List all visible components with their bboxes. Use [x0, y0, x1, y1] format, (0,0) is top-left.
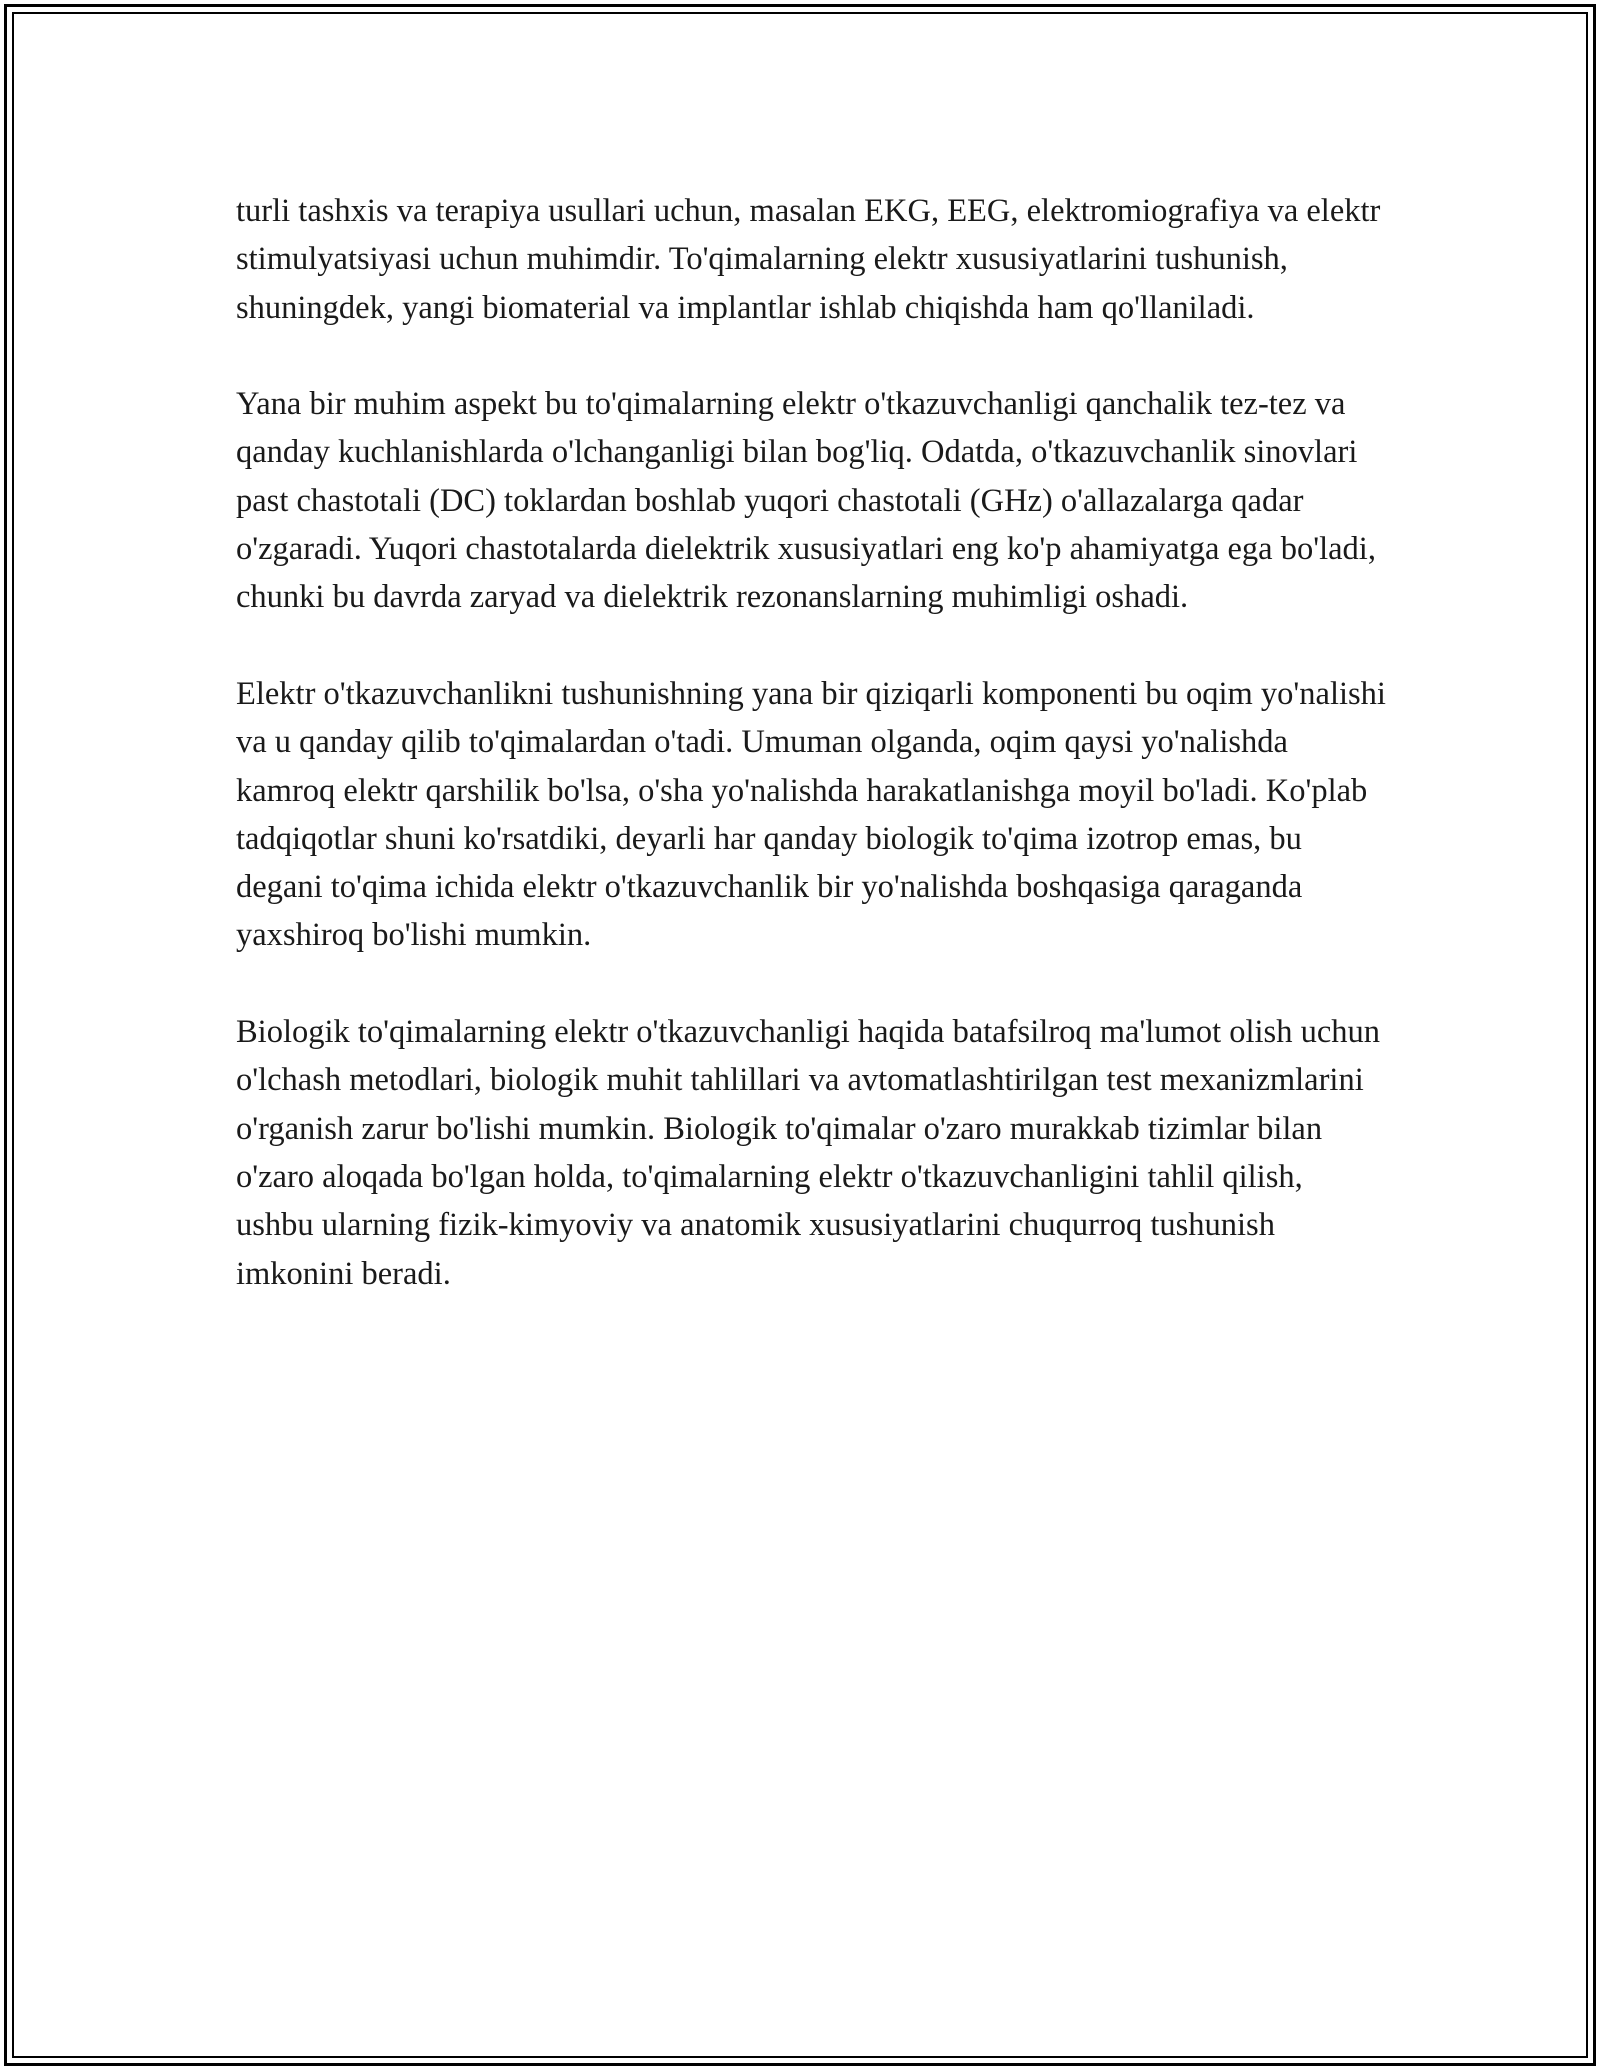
paragraph-3: Elektr o'tkazuvchanlikni tushunishning yana bir qiziqarli komponenti bu oqim yo'nalishi va u qanday qilib to'qimalardan o'tadi. Umuman olganda, oqim qaysi yo'nalishda kamroq elektr qarshilik bo'lsa, o'sha yo'nalishda harakatlanishga moyil bo'ladi. Ko'plab tadqiqotlar shuni ko'rsatdiki, deyarli har qanday biologik to'qima izotrop emas, bu degani to'qima ichida elektr o'tkazuvchanlik bir yo'nalishda boshqasiga qaraganda yaxshiroq bo'lishi mumkin. [236, 675, 1386, 954]
paragraph-2: Yana bir muhim aspekt bu to'qimalarning elektr o'tkazuvchanligi qanchalik tez-tez va qanday kuchlanishlarda o'lchanganligi bilan bog'liq. Odatda, o'tkazuvchanlik sinovlari past chastotali (DC) toklardan boshlab yuqori chastotali (GHz) o'allazalarga qadar o'zgaradi. Yuqori chastotalarda dielektrik xususiyatlari eng ko'p ahamiyatga ega bo'ladi, chunki bu davrda zaryad va dielektrik rezonanslarning muhimligi oshadi. [236, 386, 1376, 616]
paragraph-1: turli tashxis va terapiya usullari uchun, masalan EKG, EEG, elektromiografiya va elektr stimulyatsiyasi uchun muhimdir. To'qimalarning elektr xususiyatlarini tushunish, shuningdek, yangi biomaterial va implantlar ishlab chiqishda ham qo'llaniladi. [236, 193, 1381, 326]
document-body [236, 187, 1386, 1346]
paragraph-4: Biologik to'qimalarning elektr o'tkazuvchanligi haqida batafsilroq ma'lumot olish uchun o'lchash metodlari, biologik muhit tahlillari va avtomatlashtirilgan test mexanizmlarini o'rganish zarur bo'lishi mumkin. Biologik to'qimalar o'zaro murakkab tizimlar bilan o'zaro aloqada bo'lgan holda, to'qimalarning elektr o'tkazuvchanligini tahlil qilish, ushbu ularning fizik-kimyoviy va anatomik xususiyatlarini chuqurroq tushunish imkonini beradi. [236, 1014, 1380, 1292]
